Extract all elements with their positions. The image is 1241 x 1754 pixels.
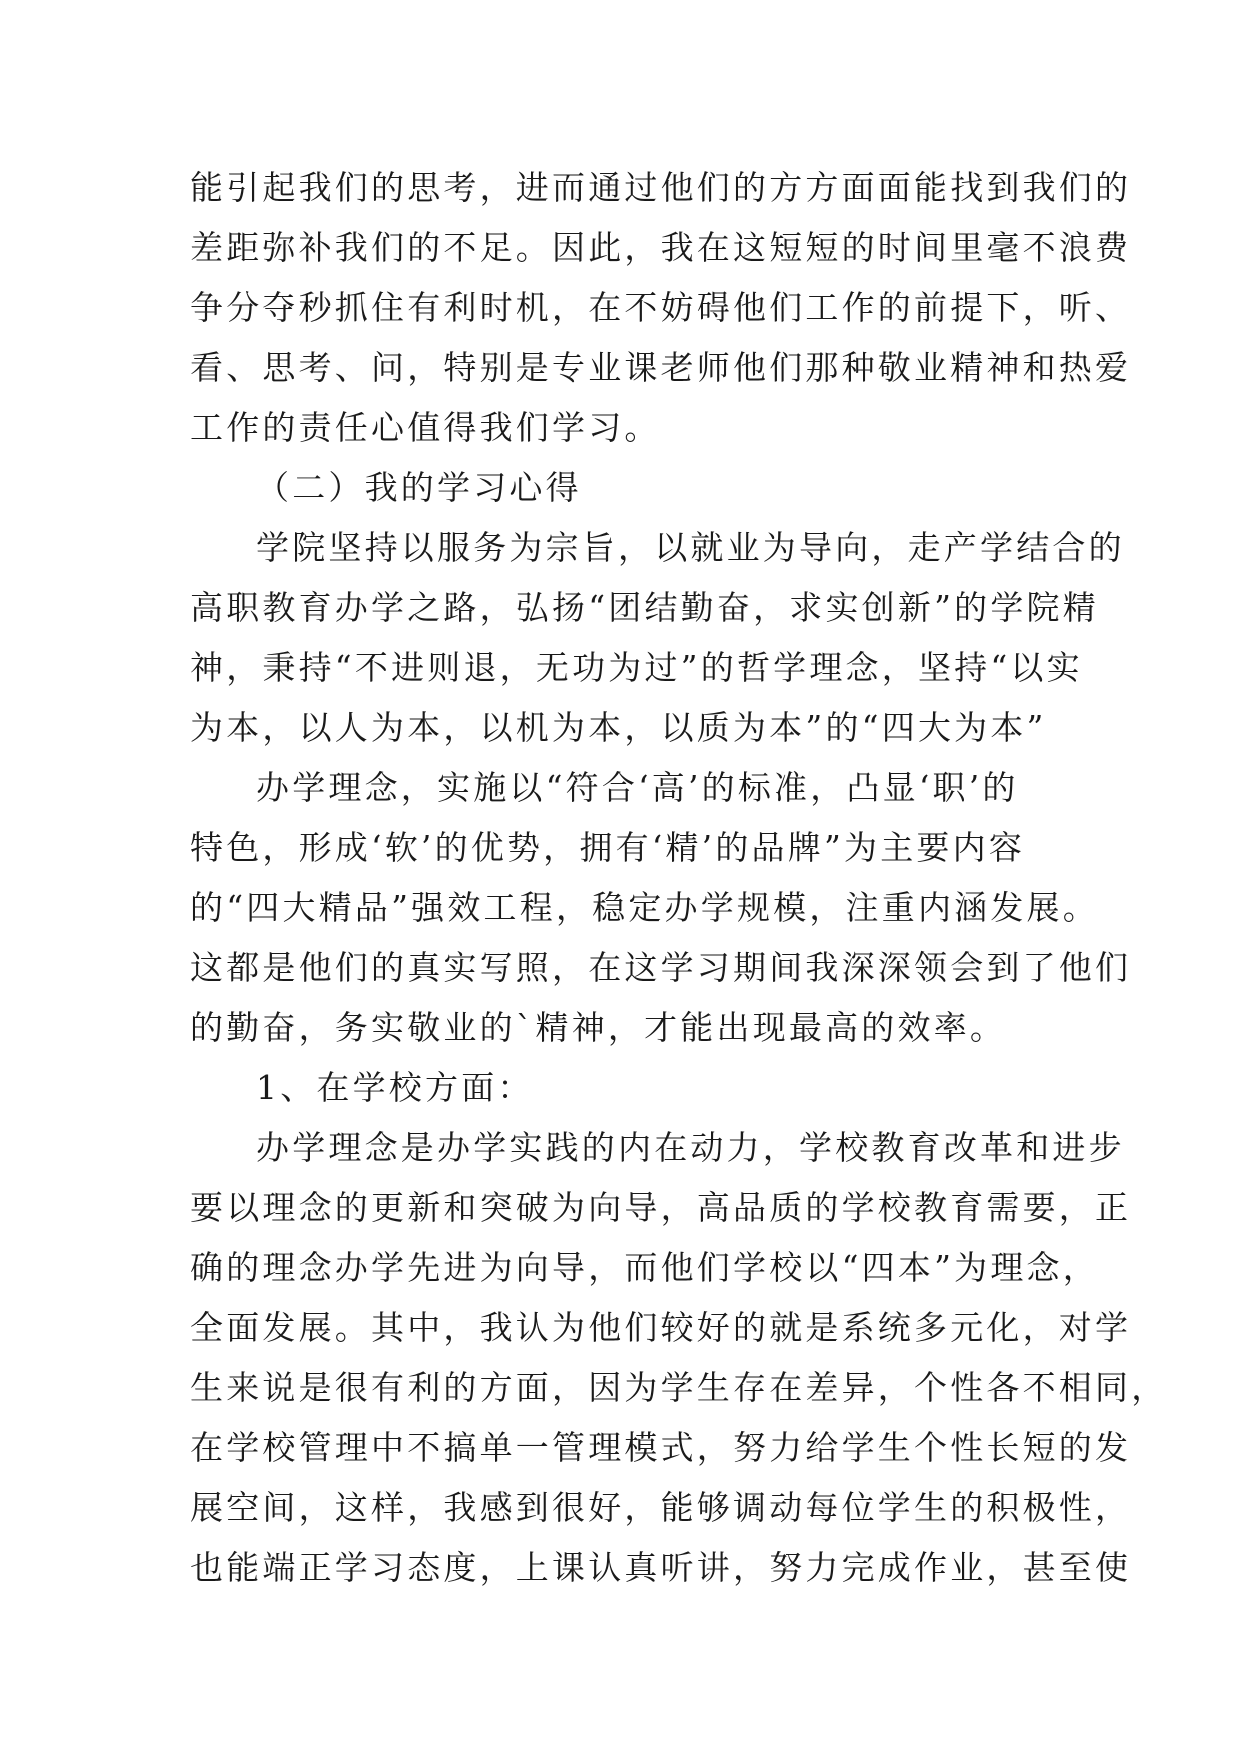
text-line: 生来说是很有利的方面，因为学生存在差异，个性各不相同， <box>190 1368 1168 1407</box>
text-line: 办学理念，实施以“符合‘高’的标准，凸显‘职’的 <box>256 768 1019 807</box>
text-line: 高职教育办学之路，弘扬“团结勤奋，求实创新”的学院精 <box>190 588 1099 627</box>
text-line: 差距弥补我们的不足。因此，我在这短短的时间里毫不浪费 <box>190 228 1132 267</box>
text-line: 能引起我们的思考，进而通过他们的方方面面能找到我们的 <box>190 168 1132 207</box>
text-line: 展空间，这样，我感到很好，能够调动每位学生的积极性， <box>190 1488 1132 1527</box>
text-line: 办学理念是办学实践的内在动力，学校教育改革和进步 <box>256 1128 1125 1167</box>
text-line: （二）我的学习心得 <box>256 468 582 507</box>
text-line: 为本，以人为本，以机为本，以质为本”的“四大为本” <box>190 708 1047 747</box>
text-line: 要以理念的更新和突破为向导，高品质的学校教育需要，正 <box>190 1188 1132 1227</box>
document-body <box>190 158 1168 1598</box>
text-line: 工作的责任心值得我们学习。 <box>190 408 661 447</box>
text-line: 神，秉持“不进则退，无功为过”的哲学理念，坚持“以实 <box>190 648 1083 687</box>
text-line: 确的理念办学先进为向导，而他们学校以“四本”为理念， <box>190 1248 1099 1287</box>
text-line: 全面发展。其中，我认为他们较好的就是系统多元化，对学 <box>190 1308 1132 1347</box>
text-line: 这都是他们的真实写照，在这学习期间我深深领会到了他们 <box>190 948 1132 987</box>
text-line: 1、在学校方面： <box>256 1068 534 1107</box>
text-line: 争分夺秒抓住有利时机，在不妨碍他们工作的前提下，听、 <box>190 288 1132 327</box>
text-line: 的勤奋，务实敬业的`精神，才能出现最高的效率。 <box>190 1008 1007 1047</box>
text-line: 看、思考、问，特别是专业课老师他们那种敬业精神和热爱 <box>190 348 1132 387</box>
text-line: 也能端正学习态度，上课认真听讲，努力完成作业，甚至使 <box>190 1548 1132 1587</box>
text-line: 学院坚持以服务为宗旨，以就业为导向，走产学结合的 <box>256 528 1125 567</box>
text-line: 特色，形成‘软’的优势，拥有‘精’的品牌”为主要内容 <box>190 828 1026 867</box>
text-line: 在学校管理中不搞单一管理模式，努力给学生个性长短的发 <box>190 1428 1132 1467</box>
text-line: 的“四大精品”强效工程，稳定办学规模，注重内涵发展。 <box>190 888 1099 927</box>
